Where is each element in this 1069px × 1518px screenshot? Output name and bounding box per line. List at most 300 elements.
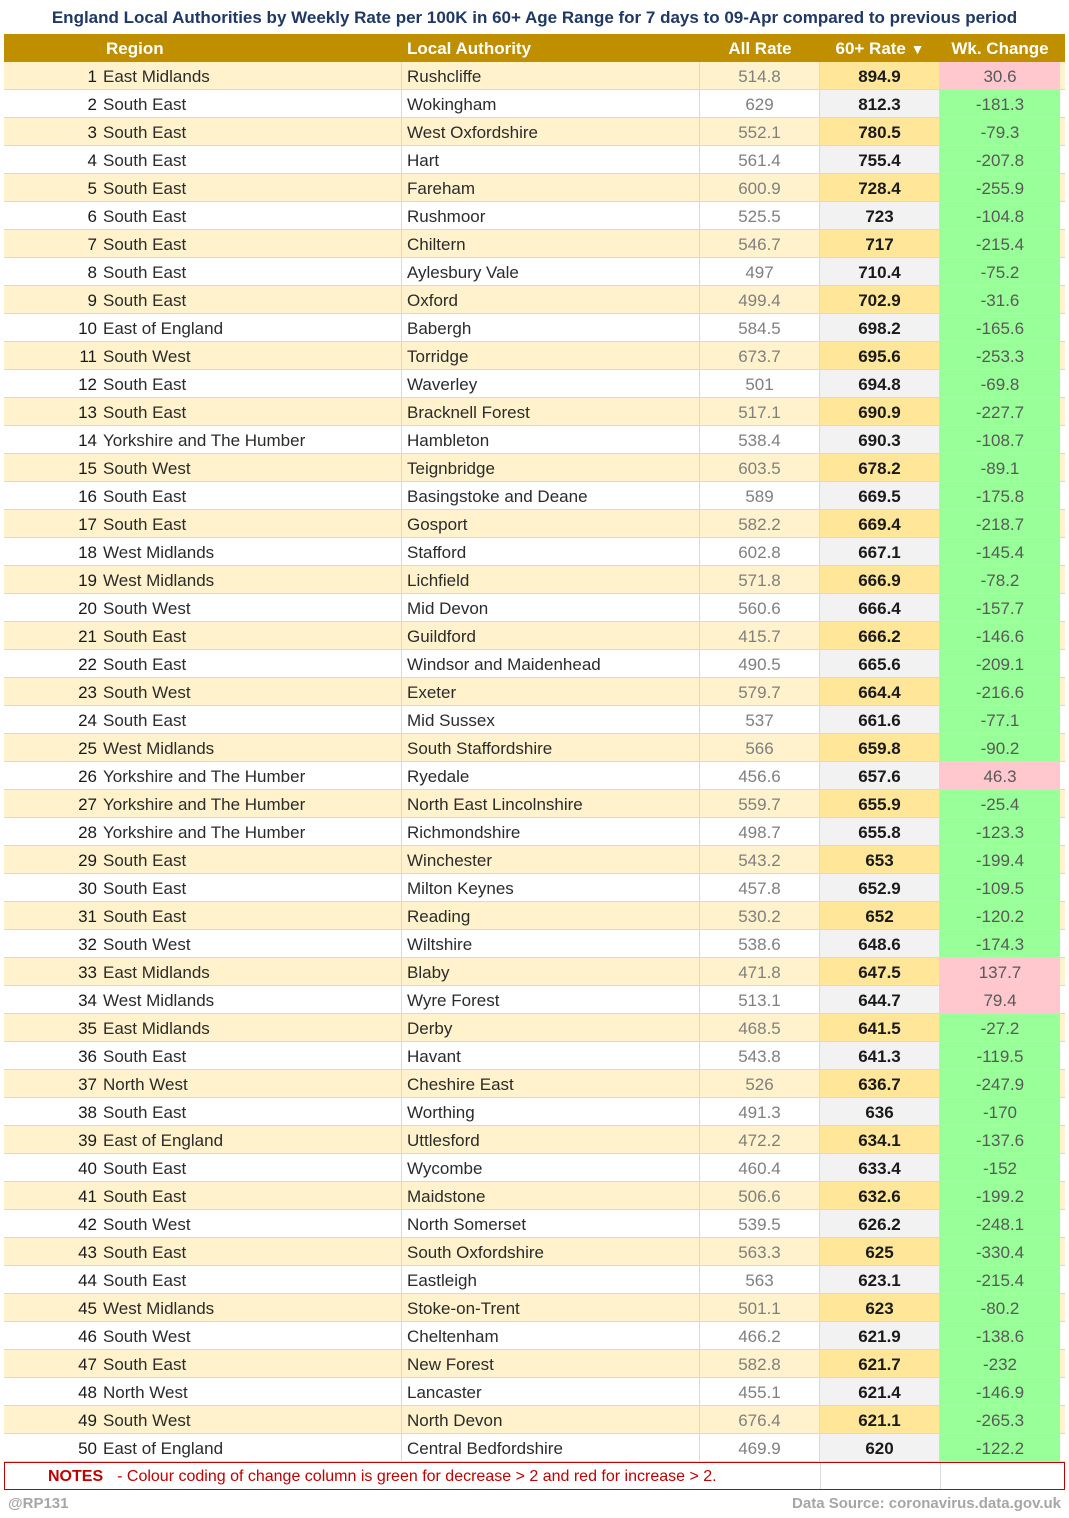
wk-change-cell: -77.1 <box>940 706 1060 733</box>
wk-change-cell: -69.8 <box>940 370 1060 397</box>
sixty-rate-cell: 648.6 <box>820 930 940 957</box>
sixty-rate-cell: 665.6 <box>820 650 940 677</box>
table-row <box>4 1126 1065 1154</box>
region-header[interactable]: Region <box>106 39 164 58</box>
rank-cell: 16 <box>78 487 97 506</box>
local-authority-cell: New Forest <box>402 1350 700 1377</box>
wk-change-cell: -79.3 <box>940 118 1060 145</box>
rank-cell: 11 <box>79 347 97 366</box>
local-authority-cell: Oxford <box>402 286 700 313</box>
region-cell: South East <box>102 1350 402 1377</box>
region-cell: East of England <box>102 1126 402 1153</box>
wk-change-cell: -207.8 <box>940 146 1060 173</box>
all-rate-cell: 457.8 <box>700 874 820 901</box>
rank-cell: 24 <box>78 711 97 730</box>
sixty-rate-header-label: 60+ Rate <box>835 39 906 58</box>
local-authority-cell: Basingstoke and Deane <box>402 482 700 509</box>
table-row <box>4 594 1065 622</box>
all-rate-cell: 538.4 <box>700 426 820 453</box>
local-authority-cell: Hambleton <box>402 426 700 453</box>
rank-cell: 10 <box>78 319 97 338</box>
region-cell: South East <box>102 874 402 901</box>
wk-change-cell: -199.2 <box>940 1182 1060 1209</box>
all-rate-cell: 469.9 <box>700 1434 820 1461</box>
local-authority-cell: Uttlesford <box>402 1126 700 1153</box>
rank-cell: 6 <box>87 207 97 226</box>
rank-cell: 14 <box>78 431 97 450</box>
region-cell: South East <box>102 510 402 537</box>
local-authority-cell: Chiltern <box>402 230 700 257</box>
table-header <box>4 34 1065 62</box>
all-rate-cell: 466.2 <box>700 1322 820 1349</box>
region-cell: South West <box>102 1406 402 1433</box>
all-rate-cell: 559.7 <box>700 790 820 817</box>
sixty-rate-cell: 702.9 <box>820 286 940 313</box>
local-authority-cell: Havant <box>402 1042 700 1069</box>
region-cell: West Midlands <box>102 734 402 761</box>
wk-change-cell: -215.4 <box>940 230 1060 257</box>
region-cell: Yorkshire and The Humber <box>102 762 402 789</box>
region-cell: Yorkshire and The Humber <box>102 818 402 845</box>
all-rate-cell: 629 <box>700 90 820 117</box>
rank-cell: 12 <box>78 375 97 394</box>
rank-cell: 29 <box>78 851 97 870</box>
local-authority-cell: Gosport <box>402 510 700 537</box>
all-rate-cell: 603.5 <box>700 454 820 481</box>
sixty-rate-cell: 644.7 <box>820 986 940 1013</box>
table-row <box>4 174 1065 202</box>
table-row <box>4 734 1065 762</box>
wk-change-cell: -122.2 <box>940 1434 1060 1461</box>
rank-cell: 44 <box>78 1271 97 1290</box>
region-cell: South East <box>102 286 402 313</box>
region-cell: South East <box>102 1098 402 1125</box>
local-authority-cell: Wyre Forest <box>402 986 700 1013</box>
table-row <box>4 1434 1065 1462</box>
region-cell: South West <box>102 930 402 957</box>
wk-change-cell: -209.1 <box>940 650 1060 677</box>
region-cell: South East <box>102 1266 402 1293</box>
sixty-rate-cell: 621.1 <box>820 1406 940 1433</box>
sixty-rate-cell: 812.3 <box>820 90 940 117</box>
local-authority-cell: South Staffordshire <box>402 734 700 761</box>
local-authority-cell: Stoke-on-Trent <box>402 1294 700 1321</box>
local-authority-cell: Eastleigh <box>402 1266 700 1293</box>
region-cell: East Midlands <box>102 958 402 985</box>
region-cell: South East <box>102 902 402 929</box>
notes-label: NOTES <box>48 1468 104 1485</box>
all-rate-cell: 584.5 <box>700 314 820 341</box>
wk-change-cell: -75.2 <box>940 258 1060 285</box>
wk-change-cell: -253.3 <box>940 342 1060 369</box>
region-cell: South East <box>102 1182 402 1209</box>
table-row <box>4 902 1065 930</box>
sixty-rate-cell: 653 <box>820 846 940 873</box>
table-row <box>4 1014 1065 1042</box>
rank-cell: 34 <box>78 991 97 1010</box>
table-row <box>4 1378 1065 1406</box>
local-authority-cell: Winchester <box>402 846 700 873</box>
wk-change-cell: -89.1 <box>940 454 1060 481</box>
sixty-rate-cell: 633.4 <box>820 1154 940 1181</box>
all-rate-cell: 571.8 <box>700 566 820 593</box>
region-cell: West Midlands <box>102 986 402 1013</box>
all-rate-cell: 561.4 <box>700 146 820 173</box>
sixty-rate-cell: 723 <box>820 202 940 229</box>
sixty-rate-header[interactable] <box>820 34 940 62</box>
wk-change-cell: -265.3 <box>940 1406 1060 1433</box>
wk-change-cell: -170 <box>940 1098 1060 1125</box>
all-rate-cell: 546.7 <box>700 230 820 257</box>
sixty-rate-cell: 669.5 <box>820 482 940 509</box>
all-rate-cell: 582.8 <box>700 1350 820 1377</box>
region-cell: South East <box>102 118 402 145</box>
wk-change-cell: -78.2 <box>940 566 1060 593</box>
local-authority-cell: Worthing <box>402 1098 700 1125</box>
rank-cell: 23 <box>78 683 97 702</box>
rank-cell: 3 <box>87 123 97 142</box>
all-rate-cell: 563 <box>700 1266 820 1293</box>
wk-change-header[interactable]: Wk. Change <box>951 39 1049 58</box>
local-authority-cell: North East Lincolnshire <box>402 790 700 817</box>
local-authority-cell: Rushmoor <box>402 202 700 229</box>
table-row <box>4 818 1065 846</box>
all-rate-cell: 526 <box>700 1070 820 1097</box>
sixty-rate-cell: 894.9 <box>820 62 940 89</box>
all-rate-cell: 543.2 <box>700 846 820 873</box>
sort-descending-icon[interactable]: ▼ <box>910 41 925 57</box>
table-row <box>4 706 1065 734</box>
table-row <box>4 62 1065 90</box>
wk-change-cell: -90.2 <box>940 734 1060 761</box>
local-authority-cell: North Devon <box>402 1406 700 1433</box>
table-row <box>4 678 1065 706</box>
table-row <box>4 1182 1065 1210</box>
region-cell: West Midlands <box>102 538 402 565</box>
local-authority-cell: Central Bedfordshire <box>402 1434 700 1461</box>
region-cell: South East <box>102 398 402 425</box>
table-row <box>4 426 1065 454</box>
all-rate-cell: 600.9 <box>700 174 820 201</box>
table-row <box>4 846 1065 874</box>
all-rate-cell: 490.5 <box>700 650 820 677</box>
sixty-rate-cell: 636.7 <box>820 1070 940 1097</box>
local-authority-cell: Ryedale <box>402 762 700 789</box>
wk-change-cell: -181.3 <box>940 90 1060 117</box>
table-row <box>4 286 1065 314</box>
table-row <box>4 762 1065 790</box>
sixty-rate-cell: 626.2 <box>820 1210 940 1237</box>
wk-change-cell: -157.7 <box>940 594 1060 621</box>
table-row <box>4 1350 1065 1378</box>
wk-change-cell: -248.1 <box>940 1210 1060 1237</box>
local-authority-cell: Reading <box>402 902 700 929</box>
notes-empty-cell <box>821 1463 941 1489</box>
region-cell: Yorkshire and The Humber <box>102 426 402 453</box>
sixty-rate-cell: 625 <box>820 1238 940 1265</box>
table-row <box>4 314 1065 342</box>
local-authority-cell: Mid Sussex <box>402 706 700 733</box>
rank-cell: 36 <box>78 1047 97 1066</box>
rank-cell: 46 <box>78 1327 97 1346</box>
table-row <box>4 1294 1065 1322</box>
rank-cell: 37 <box>78 1075 97 1094</box>
local-authority-cell: Mid Devon <box>402 594 700 621</box>
table-row <box>4 1322 1065 1350</box>
rank-cell: 41 <box>78 1187 97 1206</box>
rank-cell: 39 <box>78 1131 97 1150</box>
rank-cell: 20 <box>78 599 97 618</box>
wk-change-cell: -199.4 <box>940 846 1060 873</box>
rank-cell: 8 <box>87 263 97 282</box>
table-body <box>4 62 1065 1462</box>
rank-cell: 15 <box>78 459 97 478</box>
table-row <box>4 1154 1065 1182</box>
wk-change-cell: -227.7 <box>940 398 1060 425</box>
local-authority-cell: Bracknell Forest <box>402 398 700 425</box>
wk-change-cell: 30.6 <box>940 62 1060 89</box>
wk-change-cell: -25.4 <box>940 790 1060 817</box>
region-cell: South West <box>102 1210 402 1237</box>
rank-cell: 43 <box>78 1243 97 1262</box>
region-cell: South West <box>102 1322 402 1349</box>
region-cell: South East <box>102 846 402 873</box>
wk-change-cell: -104.8 <box>940 202 1060 229</box>
local-authority-cell: West Oxfordshire <box>402 118 700 145</box>
rank-cell: 19 <box>78 571 97 590</box>
table-row <box>4 622 1065 650</box>
data-table <box>4 34 1065 1490</box>
rank-cell: 31 <box>78 907 97 926</box>
region-cell: South East <box>102 1042 402 1069</box>
region-cell: East Midlands <box>102 1014 402 1041</box>
all-rate-cell: 506.6 <box>700 1182 820 1209</box>
region-cell: Yorkshire and The Humber <box>102 790 402 817</box>
region-cell: South West <box>102 454 402 481</box>
wk-change-cell: -174.3 <box>940 930 1060 957</box>
table-row <box>4 90 1065 118</box>
sixty-rate-cell: 655.9 <box>820 790 940 817</box>
local-authority-cell: Guildford <box>402 622 700 649</box>
region-cell: South East <box>102 370 402 397</box>
wk-change-cell: -152 <box>940 1154 1060 1181</box>
region-cell: South East <box>102 146 402 173</box>
rank-cell: 35 <box>78 1019 97 1038</box>
sixty-rate-cell: 666.9 <box>820 566 940 593</box>
all-rate-cell: 491.3 <box>700 1098 820 1125</box>
local-authority-cell: South Oxfordshire <box>402 1238 700 1265</box>
local-authority-cell: Fareham <box>402 174 700 201</box>
all-rate-cell: 543.8 <box>700 1042 820 1069</box>
all-rate-cell: 579.7 <box>700 678 820 705</box>
rank-cell: 18 <box>78 543 97 562</box>
wk-change-cell: -123.3 <box>940 818 1060 845</box>
all-rate-cell: 499.4 <box>700 286 820 313</box>
local-authority-cell: Exeter <box>402 678 700 705</box>
sixty-rate-cell: 661.6 <box>820 706 940 733</box>
all-rate-cell: 501.1 <box>700 1294 820 1321</box>
local-authority-cell: Hart <box>402 146 700 173</box>
local-authority-cell: North Somerset <box>402 1210 700 1237</box>
wk-change-cell: -216.6 <box>940 678 1060 705</box>
all-rate-cell: 471.8 <box>700 958 820 985</box>
wk-change-cell: -165.6 <box>940 314 1060 341</box>
wk-change-cell: -232 <box>940 1350 1060 1377</box>
table-row <box>4 230 1065 258</box>
rank-cell: 50 <box>78 1439 97 1458</box>
notes-row <box>4 1462 1065 1490</box>
region-cell: South East <box>102 482 402 509</box>
wk-change-cell: -330.4 <box>940 1238 1060 1265</box>
all-rate-cell: 539.5 <box>700 1210 820 1237</box>
region-cell: South East <box>102 622 402 649</box>
region-cell: South East <box>102 650 402 677</box>
all-rate-cell: 602.8 <box>700 538 820 565</box>
table-row <box>4 1266 1065 1294</box>
sixty-rate-cell: 667.1 <box>820 538 940 565</box>
table-row <box>4 1098 1065 1126</box>
sixty-rate-cell: 690.3 <box>820 426 940 453</box>
sixty-rate-cell: 710.4 <box>820 258 940 285</box>
local-authority-cell: Stafford <box>402 538 700 565</box>
local-authority-cell: Wycombe <box>402 1154 700 1181</box>
rank-cell: 21 <box>78 627 97 646</box>
table-row <box>4 202 1065 230</box>
wk-change-cell: 46.3 <box>940 762 1060 789</box>
region-cell: South West <box>102 594 402 621</box>
local-authority-cell: Richmondshire <box>402 818 700 845</box>
local-authority-cell: Windsor and Maidenhead <box>402 650 700 677</box>
wk-change-cell: -218.7 <box>940 510 1060 537</box>
wk-change-cell: -145.4 <box>940 538 1060 565</box>
table-row <box>4 1406 1065 1434</box>
local-authority-cell: Teignbridge <box>402 454 700 481</box>
region-cell: South West <box>102 678 402 705</box>
page-title: England Local Authorities by Weekly Rate per 100K in 60+ Age Range for 7 days to 09-Apr compared to previous period <box>51 8 1018 27</box>
wk-change-cell: -27.2 <box>940 1014 1060 1041</box>
sixty-rate-cell: 666.2 <box>820 622 940 649</box>
sixty-rate-cell: 621.4 <box>820 1378 940 1405</box>
all-rate-cell: 530.2 <box>700 902 820 929</box>
sixty-rate-cell: 657.6 <box>820 762 940 789</box>
local-authority-header[interactable]: Local Authority <box>407 39 532 58</box>
all-rate-header[interactable]: All Rate <box>728 39 792 58</box>
local-authority-cell: Cheltenham <box>402 1322 700 1349</box>
wk-change-cell: -109.5 <box>940 874 1060 901</box>
local-authority-cell: Rushcliffe <box>402 62 700 89</box>
local-authority-cell: Lancaster <box>402 1378 700 1405</box>
region-cell: South East <box>102 202 402 229</box>
region-cell: East of England <box>102 1434 402 1461</box>
local-authority-cell: Derby <box>402 1014 700 1041</box>
region-cell: South East <box>102 1154 402 1181</box>
wk-change-cell: -247.9 <box>940 1070 1060 1097</box>
rank-cell: 7 <box>87 235 97 254</box>
table-row <box>4 258 1065 286</box>
local-authority-cell: Torridge <box>402 342 700 369</box>
sixty-rate-cell: 669.4 <box>820 510 940 537</box>
region-cell: South East <box>102 1238 402 1265</box>
sixty-rate-cell: 666.4 <box>820 594 940 621</box>
all-rate-cell: 563.3 <box>700 1238 820 1265</box>
all-rate-cell: 415.7 <box>700 622 820 649</box>
wk-change-cell: -175.8 <box>940 482 1060 509</box>
rank-cell: 45 <box>78 1299 97 1318</box>
rank-cell: 26 <box>78 767 97 786</box>
rank-cell: 22 <box>78 655 97 674</box>
table-row <box>4 1070 1065 1098</box>
all-rate-cell: 501 <box>700 370 820 397</box>
all-rate-cell: 472.2 <box>700 1126 820 1153</box>
all-rate-cell: 589 <box>700 482 820 509</box>
wk-change-cell: -31.6 <box>940 286 1060 313</box>
local-authority-cell: Blaby <box>402 958 700 985</box>
all-rate-cell: 552.1 <box>700 118 820 145</box>
sixty-rate-cell: 664.4 <box>820 678 940 705</box>
sixty-rate-cell: 659.8 <box>820 734 940 761</box>
table-row <box>4 650 1065 678</box>
all-rate-cell: 517.1 <box>700 398 820 425</box>
wk-change-cell: -120.2 <box>940 902 1060 929</box>
rank-cell: 9 <box>87 291 97 310</box>
sixty-rate-cell: 690.9 <box>820 398 940 425</box>
sixty-rate-cell: 717 <box>820 230 940 257</box>
sixty-rate-cell: 652 <box>820 902 940 929</box>
table-row <box>4 874 1065 902</box>
rank-cell: 48 <box>78 1383 97 1402</box>
sixty-rate-cell: 621.7 <box>820 1350 940 1377</box>
rank-cell: 25 <box>78 739 97 758</box>
region-cell: South East <box>102 174 402 201</box>
table-row <box>4 790 1065 818</box>
sixty-rate-cell: 780.5 <box>820 118 940 145</box>
author-credit: @RP131 <box>8 1495 69 1512</box>
table-row <box>4 118 1065 146</box>
rank-cell: 13 <box>78 403 97 422</box>
rank-cell: 17 <box>78 515 97 534</box>
table-row <box>4 342 1065 370</box>
sixty-rate-cell: 728.4 <box>820 174 940 201</box>
table-row <box>4 1238 1065 1266</box>
region-cell: North West <box>102 1070 402 1097</box>
local-authority-cell: Wokingham <box>402 90 700 117</box>
all-rate-cell: 513.1 <box>700 986 820 1013</box>
all-rate-cell: 676.4 <box>700 1406 820 1433</box>
table-row <box>4 1210 1065 1238</box>
wk-change-cell: 137.7 <box>940 958 1060 985</box>
rank-cell: 27 <box>78 795 97 814</box>
wk-change-cell: -108.7 <box>940 426 1060 453</box>
rank-cell: 40 <box>78 1159 97 1178</box>
wk-change-cell: -138.6 <box>940 1322 1060 1349</box>
rank-cell: 49 <box>78 1411 97 1430</box>
all-rate-cell: 566 <box>700 734 820 761</box>
rank-cell: 1 <box>87 67 97 86</box>
local-authority-cell: Cheshire East <box>402 1070 700 1097</box>
notes-cell <box>5 1463 821 1489</box>
data-source: Data Source: coronavirus.data.gov.uk <box>792 1495 1061 1512</box>
region-cell: South East <box>102 90 402 117</box>
sixty-rate-cell: 641.5 <box>820 1014 940 1041</box>
sixty-rate-cell: 641.3 <box>820 1042 940 1069</box>
rank-cell: 30 <box>78 879 97 898</box>
region-cell: South East <box>102 230 402 257</box>
sixty-rate-cell: 634.1 <box>820 1126 940 1153</box>
sixty-rate-cell: 621.9 <box>820 1322 940 1349</box>
table-row <box>4 482 1065 510</box>
wk-change-cell: -80.2 <box>940 1294 1060 1321</box>
sixty-rate-cell: 636 <box>820 1098 940 1125</box>
